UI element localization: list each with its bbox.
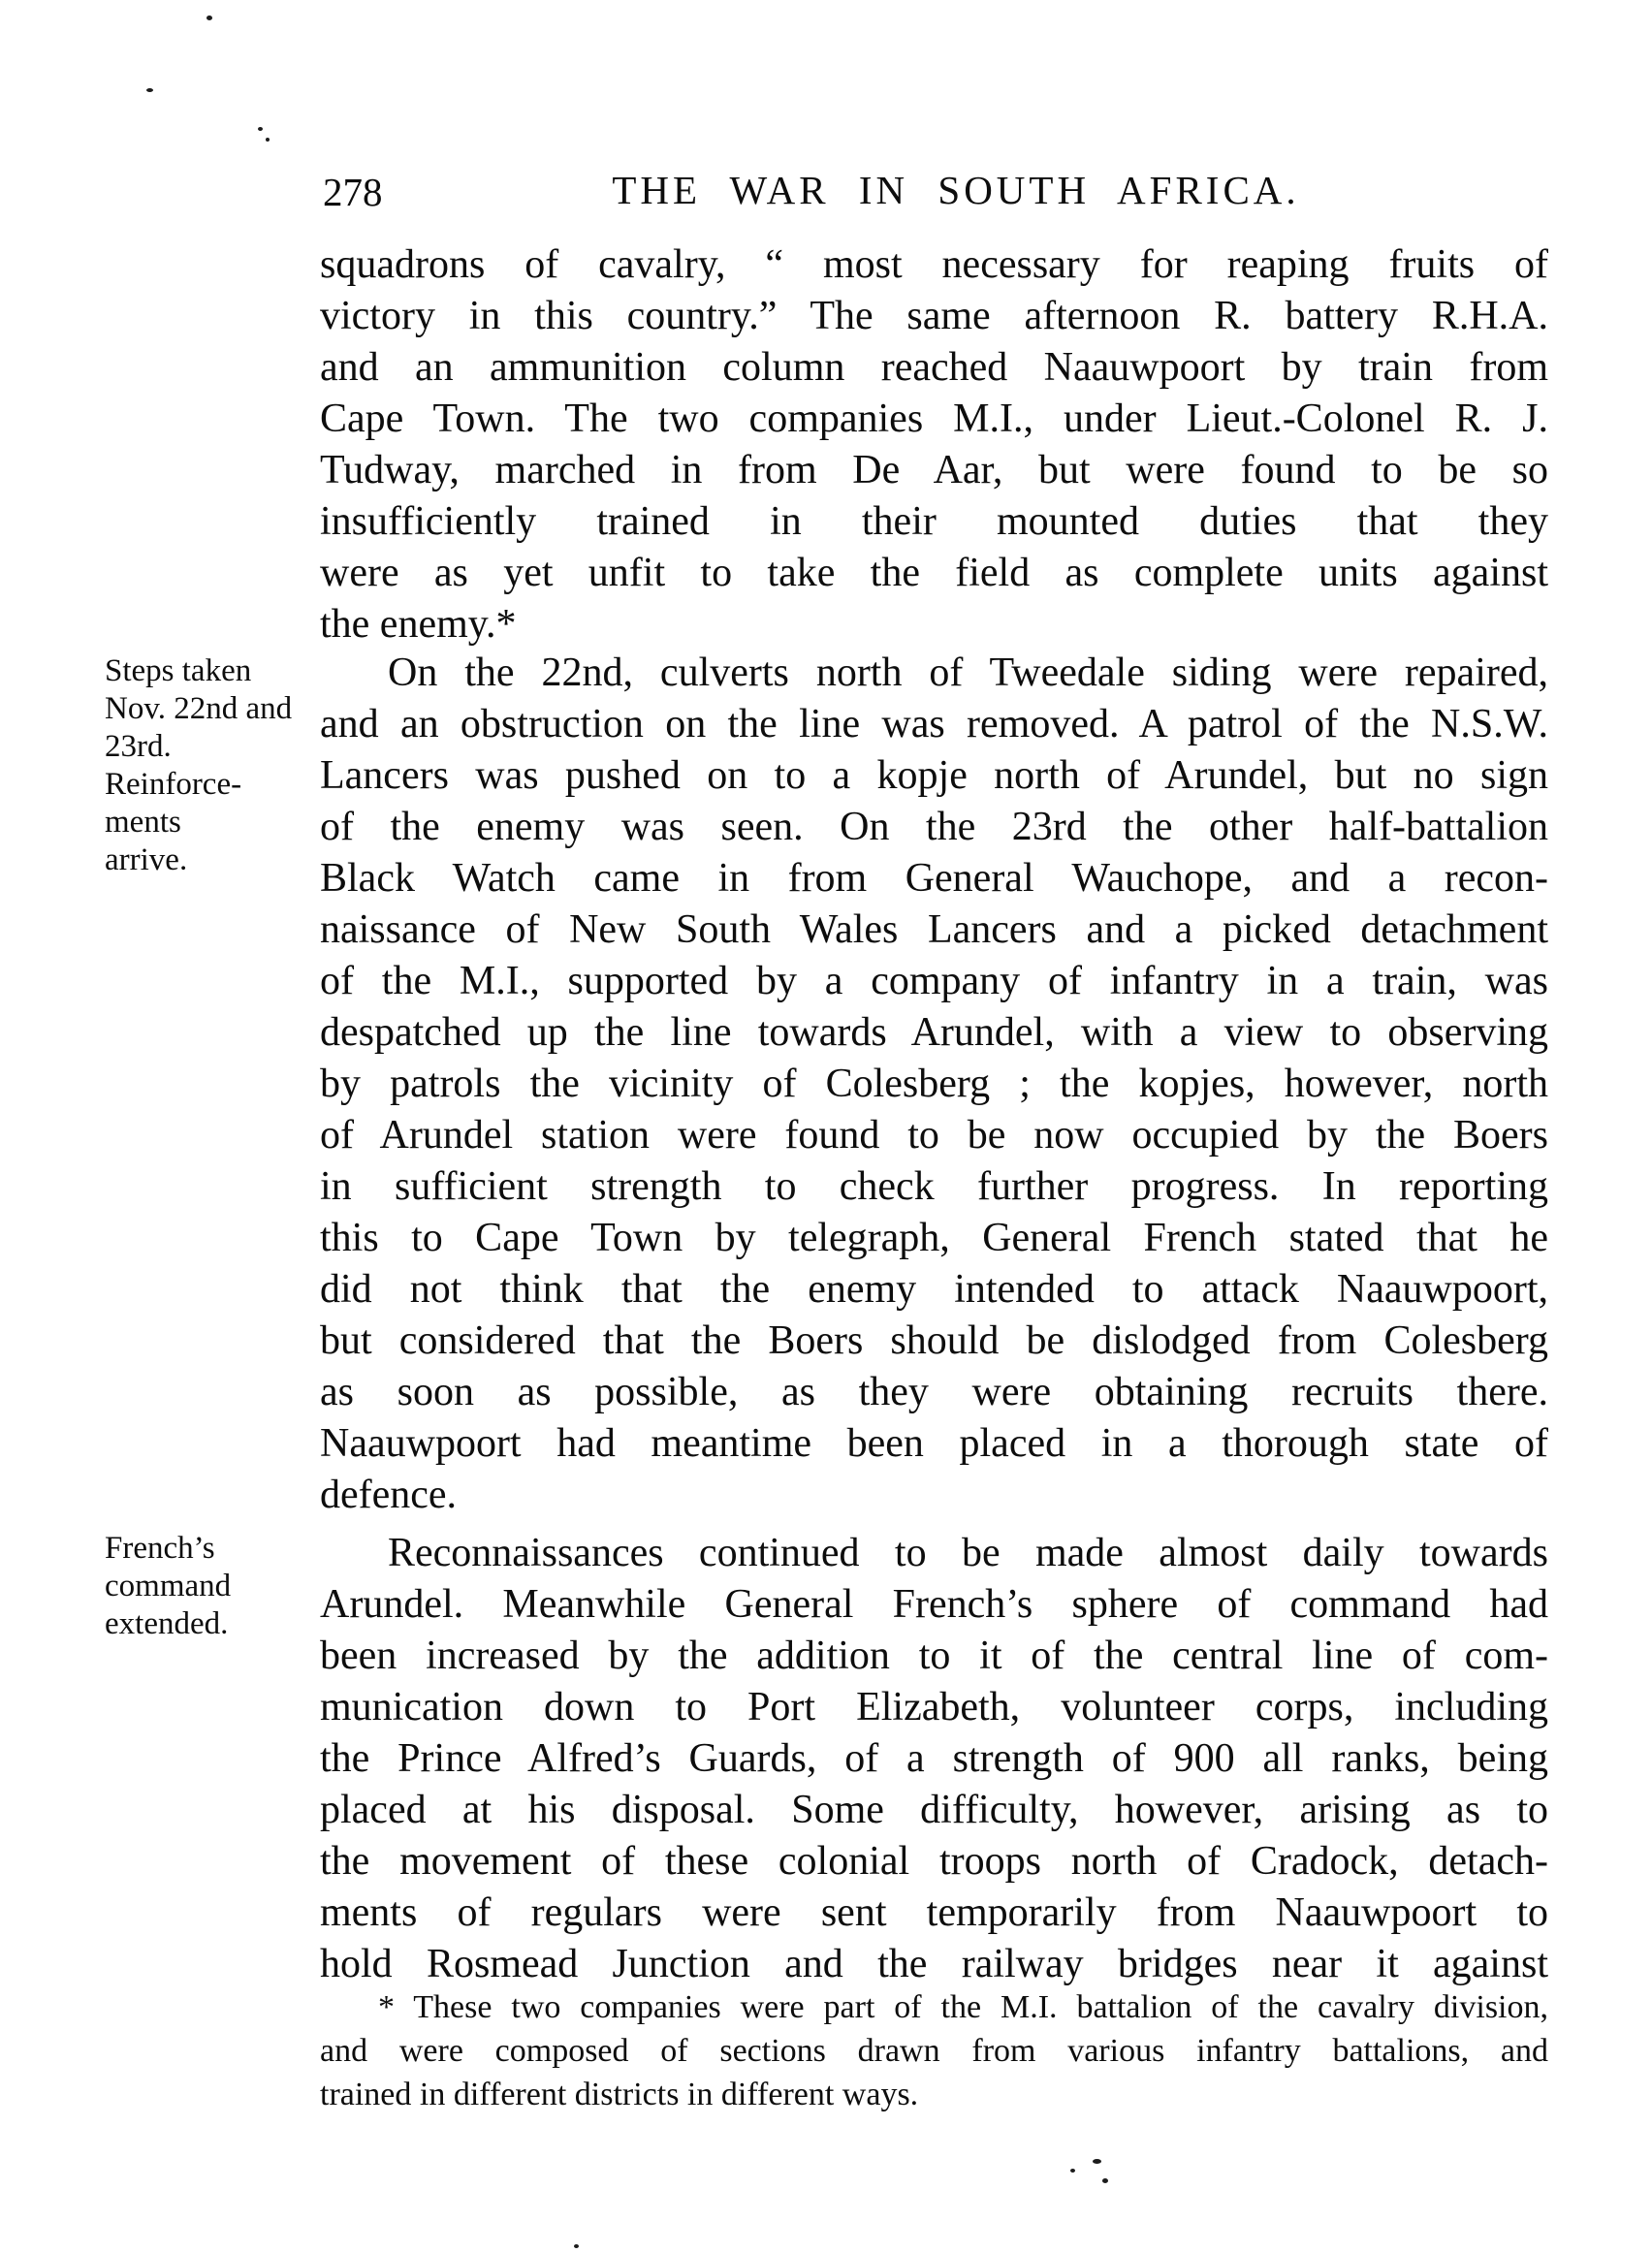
- scan-speck: [574, 2244, 579, 2248]
- text-line: defence.: [320, 1473, 458, 1517]
- text-line: naissance of New South Wales Lancers and a picked detachment: [320, 907, 1548, 952]
- text-line: but considered that the Boers should be dislodged from Colesberg: [320, 1318, 1548, 1363]
- scan-speck: [1093, 2159, 1101, 2164]
- margin-note: [105, 652, 313, 879]
- text-line: Naauwpoort had meantime been placed in a thorough state of: [320, 1421, 1548, 1466]
- text-line: the enemy.*: [320, 602, 517, 647]
- text-line: munication down to Port Elizabeth, volunteer corps, including: [320, 1685, 1548, 1729]
- text-line: Arundel. Meanwhile General French’s sphere of command had: [320, 1582, 1548, 1627]
- text-line: by patrols the vicinity of Colesberg ; the kopjes, however, north: [320, 1062, 1548, 1106]
- text-line: been increased by the addition to it of the central line of com-: [320, 1634, 1548, 1678]
- margin-note-line: Steps taken: [105, 653, 252, 688]
- margin-note-line: Nov. 22nd and: [105, 691, 293, 726]
- text-line: despatched up the line towards Arundel, with a view to observing: [320, 1010, 1548, 1055]
- text-line: as soon as possible, as they were obtaining recruits there.: [320, 1370, 1548, 1414]
- text-line: the movement of these colonial troops north of Cradock, detach-: [320, 1839, 1548, 1884]
- paragraph: [320, 1528, 1548, 1990]
- footnote-line: and were composed of sections drawn from various infantry battalions, and: [320, 2033, 1548, 2069]
- text-line: Lancers was pushed on to a kopje north of Arundel, but no sign: [320, 753, 1548, 798]
- text-line: hold Rosmead Junction and the railway bridges near it against: [320, 1942, 1548, 1986]
- text-line: On the 22nd, culverts north of Tweedale siding were repaired,: [388, 651, 1548, 695]
- text-line: victory in this country.” The same afternoon R. battery R.H.A.: [320, 294, 1548, 338]
- margin-note-line: command: [105, 1569, 232, 1603]
- scan-speck: [258, 127, 263, 131]
- text-line: the Prince Alfred’s Guards, of a strength of 900 all ranks, being: [320, 1736, 1548, 1781]
- text-line: and an obstruction on the line was removed. A patrol of the N.S.W.: [320, 702, 1548, 746]
- text-line: ments of regulars were sent temporarily from Naauwpoort to: [320, 1890, 1548, 1935]
- footnote: [320, 1985, 1548, 2116]
- margin-note-line: ments: [105, 805, 181, 840]
- footnote-line: trained in different districts in different ways.: [320, 2077, 919, 2112]
- margin-note-line: extended.: [105, 1606, 229, 1641]
- text-line: placed at his disposal. Some difficulty, however, arising as to: [320, 1788, 1548, 1832]
- margin-note-line: French’s: [105, 1531, 215, 1566]
- margin-note-line: 23rd.: [105, 729, 172, 764]
- scan-speck: [1070, 2169, 1075, 2173]
- text-line: in sufficient strength to check further progress. In reporting: [320, 1164, 1548, 1209]
- text-line: were as yet unfit to take the field as complete units against: [320, 551, 1548, 595]
- scan-speck: [146, 88, 153, 92]
- margin-note-line: Reinforce-: [105, 767, 242, 802]
- text-line: did not think that the enemy intended to attack Naauwpoort,: [320, 1267, 1548, 1312]
- paragraph: [320, 648, 1548, 1521]
- scan-speck: [1102, 2178, 1108, 2183]
- text-line: squadrons of cavalry, “ most necessary for reaping fruits of: [320, 242, 1548, 287]
- text-line: and an ammunition column reached Naauwpoort by train from: [320, 345, 1548, 390]
- text-line: insufficiently trained in their mounted duties that they: [320, 499, 1548, 544]
- page-number: 278: [323, 170, 383, 214]
- text-line: Tudway, marched in from De Aar, but were found to be so: [320, 448, 1548, 492]
- paragraph: [320, 239, 1548, 651]
- scan-speck: [206, 16, 212, 20]
- text-line: of Arundel station were found to be now occupied by the Boers: [320, 1113, 1548, 1158]
- text-line: of the enemy was seen. On the 23rd the other half-battalion: [320, 805, 1548, 849]
- text-line: Cape Town. The two companies M.I., under Lieut.-Colonel R. J.: [320, 397, 1548, 441]
- text-line: this to Cape Town by telegraph, General French stated that he: [320, 1216, 1548, 1260]
- margin-note: [105, 1530, 313, 1643]
- footnote-line: * These two companies were part of the M.I. battalion of the cavalry division,: [378, 1989, 1548, 2025]
- text-line: Black Watch came in from General Wauchope, and a recon-: [320, 856, 1548, 901]
- scan-speck: [266, 138, 270, 142]
- text-line: of the M.I., supported by a company of infantry in a train, was: [320, 959, 1548, 1003]
- margin-note-line: arrive.: [105, 842, 188, 877]
- running-title: THE WAR IN SOUTH AFRICA.: [612, 168, 1300, 212]
- text-line: Reconnaissances continued to be made almost daily towards: [388, 1531, 1548, 1575]
